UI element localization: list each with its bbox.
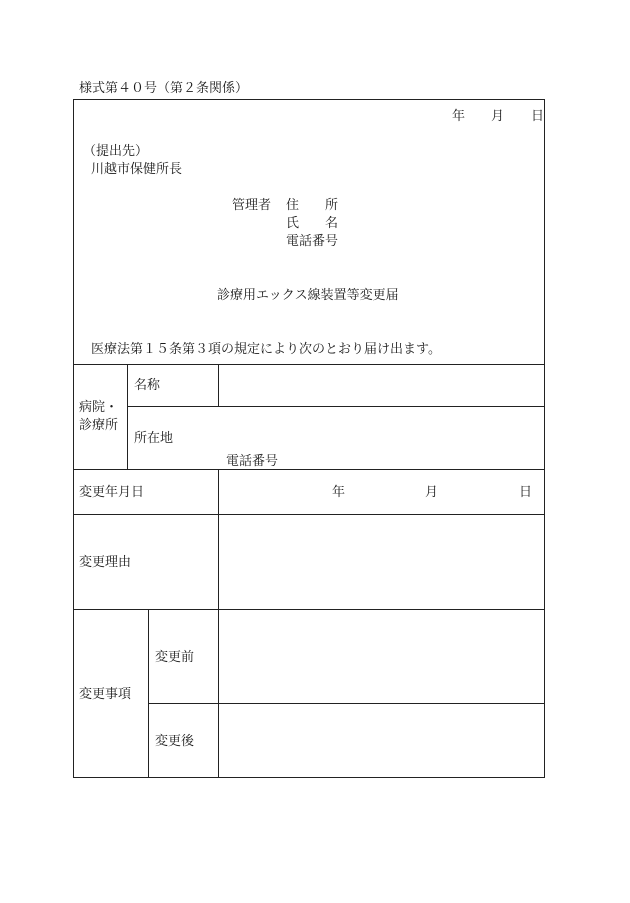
- form-code: 様式第４０号（第２条関係）: [79, 81, 249, 96]
- change-date-label: 変更年月日: [79, 485, 145, 500]
- header-day-label: 日: [531, 109, 545, 124]
- change-date-month: 月: [425, 485, 439, 500]
- submit-to-label: （提出先）: [83, 144, 149, 159]
- date-row-bottom-line: [73, 514, 545, 515]
- after-label: 変更後: [155, 734, 195, 749]
- facility-name-label: 名称: [134, 378, 161, 393]
- facility-row-bottom-line: [73, 469, 545, 470]
- reason-row-bottom-line: [73, 609, 545, 610]
- facility-label-line1: 病院・: [79, 400, 119, 415]
- change-items-divider: [148, 609, 149, 778]
- submit-to-recipient: 川越市保健所長: [91, 162, 183, 177]
- applicant-name-label: 氏 名: [286, 216, 339, 231]
- facility-location-label: 所在地: [134, 431, 174, 446]
- name-row-bottom-line: [127, 406, 545, 407]
- value-column-divider: [218, 469, 219, 778]
- applicant-address-label: 住 所: [286, 198, 339, 213]
- change-reason-label: 変更理由: [79, 555, 132, 570]
- statement-text: 医療法第１５条第３項の規定により次のとおり届け出ます。: [91, 342, 441, 357]
- change-items-label: 変更事項: [79, 687, 132, 702]
- facility-phone-label: 電話番号: [226, 454, 279, 469]
- name-value-divider: [218, 364, 219, 406]
- before-label: 変更前: [155, 650, 195, 665]
- header-month-label: 月: [491, 109, 505, 124]
- facility-label-divider: [127, 364, 128, 469]
- applicant-role: 管理者: [232, 198, 272, 213]
- change-date-day: 日: [519, 485, 533, 500]
- header-year-label: 年: [452, 109, 466, 124]
- applicant-phone-label: 電話番号: [286, 234, 339, 249]
- change-date-year: 年: [332, 485, 346, 500]
- facility-label-line2: 診療所: [79, 418, 119, 433]
- table-top-line: [73, 364, 545, 365]
- form-title: 診療用エックス線装置等変更届: [217, 288, 399, 303]
- before-row-bottom-line: [148, 703, 545, 704]
